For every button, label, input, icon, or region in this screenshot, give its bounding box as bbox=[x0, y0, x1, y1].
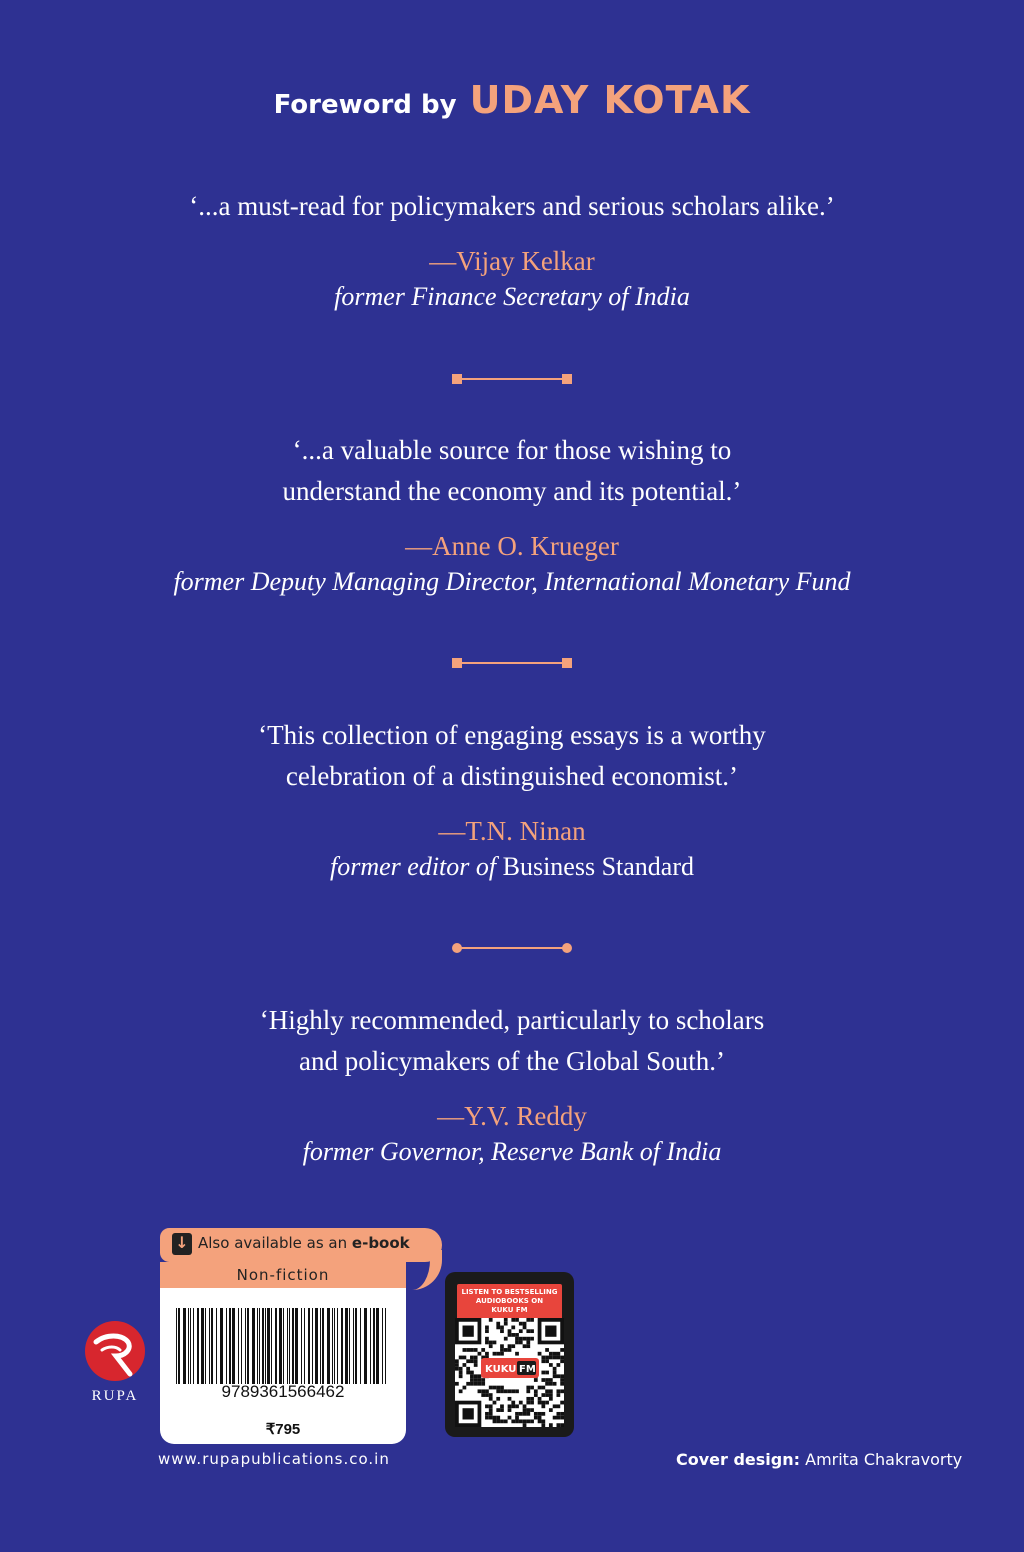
download-icon bbox=[172, 1233, 192, 1255]
author-role: former editor of Business Standard bbox=[330, 852, 694, 881]
ornament-divider bbox=[452, 658, 572, 668]
qr-heading: LISTEN TO BESTSELLING AUDIOBOOKS ON KUKU FM bbox=[457, 1284, 562, 1324]
barcode-card bbox=[160, 1262, 406, 1444]
author-role: former Governor, Reserve Bank of India bbox=[302, 1137, 722, 1166]
kuku-logo-text-b: FM bbox=[519, 1364, 536, 1375]
quote-text: ‘...a valuable source for those wishing to understand the economy and its potential.’ bbox=[282, 435, 742, 506]
kuku-logo-text-a: KUKU bbox=[485, 1364, 517, 1375]
quote-text: ‘Highly recommended, particularly to scholars and policymakers of the Global South.’ bbox=[259, 1005, 765, 1076]
foreword-author: UDAY KOTAK bbox=[469, 78, 751, 122]
quote-author: —Y.V. Reddy bbox=[437, 1101, 587, 1131]
cover-design-credit: Cover design: Amrita Chakravorty bbox=[676, 1450, 963, 1469]
foreword-line bbox=[0, 78, 1024, 122]
quote-text: ‘...a must-read for policymakers and serious scholars alike.’ bbox=[189, 191, 835, 221]
author-role: former Finance Secretary of India bbox=[334, 282, 690, 311]
endorsement-1 bbox=[0, 186, 1024, 315]
foreword-label: Foreword by bbox=[273, 90, 457, 120]
author-role: former Deputy Managing Director, International Monetary Fund bbox=[173, 567, 851, 596]
quote-author: —Vijay Kelkar bbox=[429, 246, 595, 276]
ornament-divider bbox=[452, 943, 572, 953]
price: ₹795 bbox=[265, 1421, 301, 1438]
barcode-icon bbox=[174, 1308, 392, 1384]
endorsement-3 bbox=[0, 715, 1024, 885]
genre-label: Non-fiction bbox=[160, 1262, 406, 1288]
isbn-number: 9789361566462 bbox=[221, 1382, 345, 1401]
endorsement-4 bbox=[0, 1000, 1024, 1170]
ornament-divider bbox=[452, 374, 572, 384]
ebook-tab bbox=[160, 1228, 442, 1262]
rupa-logo-icon bbox=[82, 1320, 148, 1382]
publisher-logo-text: RUPA bbox=[91, 1388, 139, 1404]
kuku-fm-logo-icon bbox=[481, 1358, 539, 1378]
kuku-fm-qr-card[interactable] bbox=[445, 1272, 574, 1437]
quote-text: ‘This collection of engaging essays is a worthy celebration of a distinguished economist.’ bbox=[258, 720, 766, 791]
publisher-url[interactable]: www.rupapublications.co.in bbox=[158, 1450, 390, 1468]
quote-author: —T.N. Ninan bbox=[438, 816, 586, 846]
quote-author: —Anne O. Krueger bbox=[405, 531, 619, 561]
endorsement-2 bbox=[0, 430, 1024, 600]
ebook-text: Also available as an e-book bbox=[198, 1234, 410, 1252]
